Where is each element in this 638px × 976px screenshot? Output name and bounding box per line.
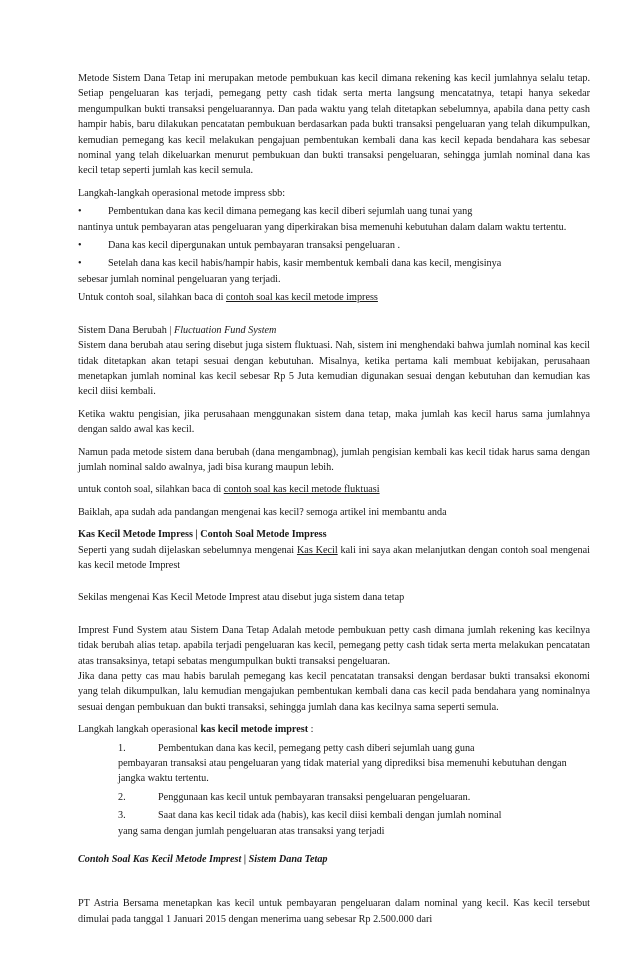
bullet-mark: • (78, 206, 82, 218)
imprest-paragraph-2: Jika dana petty cas mau habis barulah pemegang kas kecil pencatatan transaksi dengan berdasar bukti transaksi ekonomi yang telah dikumpulkan, lalu kemudian mengajukan pembentukan kembali dana cas kecil pada bendahara yang nominalnya sesuai dengan pembukuan dan bukti transaksi, sehingga jumlah dana kas kecilnya sama seperti semula. (78, 671, 590, 713)
imprest-steps-bold: kas kecil metode imprest (200, 724, 309, 736)
final-paragraph: PT Astria Bersama menetapkan kas kecil untuk pembayaran pengeluaran dalam nominal yang kecil. Kas kecil tersebut dimulai pada tanggal 1 Januari 2015 dengan menerima uang sebesar Rp 2.500.000 dari (78, 898, 590, 925)
bullet-item (78, 256, 590, 287)
bullet-text: Pembentukan dana kas kecil dimana pemegang kas kecil diberi sejumlah uang tunai yang (108, 206, 473, 218)
item-number: 3. (118, 810, 126, 822)
item-text: Saat dana kas kecil tidak ada (habis), kas kecil diisi kembali dengan jumlah nominal (158, 810, 502, 822)
section-intro-prefix: Seperti yang sudah dijelaskan sebelumnya mengenai (78, 544, 297, 556)
bullet-continuation: sebesar jumlah nominal pengeluaran yang terjadi. (78, 273, 281, 285)
section-intro (78, 543, 590, 574)
bullet-item (78, 204, 590, 235)
bullet-text: Dana kas kecil dipergunakan untuk pembayaran transaksi pengeluaran . (108, 240, 401, 252)
fluctuation-paragraph-2: Ketika waktu pengisian, jika perusahaan menggunakan sistem dana tetap, maka jumlah kas kecil harus sama jumlahnya dengan saldo awal kas kecil. (78, 408, 590, 436)
closing-paragraph: Baiklah, apa sudah ada pandangan mengenai kas kecil? semoga artikel ini membantu anda (78, 506, 447, 518)
fluctuation-title: Sistem Dana Berubah | (78, 324, 174, 336)
numbered-item (118, 790, 590, 805)
fluctuation-title-italic: Fluctuation Fund System (173, 324, 277, 336)
section-summary: Sekilas mengenai Kas Kecil Metode Imprest atau disebut juga sistem dana tetap (78, 592, 405, 604)
bullet-continuation: nantinya untuk pembayaran atas pengeluaran yang diperkirakan bisa memenuhi kebutuhan dalam dalam waktu tertentu. (78, 221, 567, 233)
steps-heading: Langkah-langkah operasional metode impress sbb: (78, 187, 286, 199)
imprest-steps-suffix: : (308, 724, 314, 736)
numbered-item (118, 808, 590, 839)
numbered-item (118, 741, 590, 787)
item-number: 1. (118, 742, 126, 754)
section-intro-suffix: kali ini saya akan melanjutkan dengan contoh soal mengenai kas kecil metode Imprest (78, 544, 590, 571)
item-text: Penggunaan kas kecil untuk pembayaran transaksi pengeluaran pengeluaran. (158, 791, 471, 803)
item-text: Pembentukan dana kas kecil, pemegang petty cash diberi sejumlah uang guna (158, 742, 475, 754)
item-continuation: yang sama dengan jumlah pengeluaran atas transaksi yang terjadi (118, 825, 385, 837)
item-number: 2. (118, 791, 126, 803)
reference-prefix: Untuk contoh soal, silahkan baca di (78, 292, 226, 304)
item-continuation: pembayaran transaksi atau pengeluaran yang tidak material yang diprediksi bisa memenuhi kebutuhan dengan jangka waktu tertentu. (118, 758, 567, 785)
section-title: Kas Kecil Metode Impress | Contoh Soal Metode Impress (78, 529, 327, 541)
impress-example-link[interactable]: contoh soal kas kecil metode impress (225, 292, 378, 304)
bullet-mark: • (78, 240, 82, 252)
bullet-mark: • (78, 258, 82, 270)
fluctuation-paragraph-3: Namun pada metode sistem dana berubah (dana mengambnag), jumlah pengisian kembali kas kecil tidak harus sama dengan jumlah nominal saldo awalnya, jadi bisa kurang maupun lebih. (78, 446, 590, 473)
example-title: Contoh Soal Kas Kecil Metode Imprest | Sistem Dana Tetap (78, 854, 328, 866)
imprest-paragraph-1: Imprest Fund System atau Sistem Dana Tetap Adalah metode pembukuan petty cash dimana jumlah rekening kas kecilnya tidak berubah alias tetap. apabila terjadi pengeluaran kas kecil, pemegang petty cash tidak serta merta melakukan pencatatan atas transaksinya, tetapi sebatas mengumpulkan bukti transaksi pengeluaran. (78, 624, 590, 667)
fluctuation-section (78, 323, 590, 338)
fluctuation-reference (78, 482, 590, 497)
kas-kecil-link[interactable]: Kas Kecil (296, 544, 338, 556)
bullet-item (78, 238, 590, 253)
impress-reference (78, 290, 590, 305)
fluctuation-example-link[interactable]: contoh soal kas kecil metode fluktuasi (223, 484, 380, 496)
fluctuation-body: Sistem dana berubah atau sering disebut juga sistem fluktuasi. Nah, sistem ini menghendaki bahwa jumlah nominal kas kecil tidak ditetapkan akan tetapi sesuai dengan kebutuhan. Misalnya, ketika pertama kali membuat kebijakan, perusahaan menetapkan jumlah nominal kas kecil sebesar Rp 5 Juta kemudian digunakan sesuai dengan kebutuhan dan kemudian kas kecil diisi kembali. (78, 340, 590, 398)
reference-prefix: untuk contoh soal, silahkan baca di (78, 484, 224, 496)
intro-paragraph: Metode Sistem Dana Tetap ini merupakan metode pembukuan kas kecil dimana rekening kas kecil jumlahnya selalu tetap. Setiap pengeluaran kas terjadi, pemegang petty cash tidak serta merta langsung mencatatnya, tetapi hanya sekedar mengumpulkan bukti transaksi pengeluarannya. Dan pada waktu yang telah ditetapkan sebelumnya, apabila dana petty cash hampir habis, baru dilakukan pencatatan pembukuan berdasarkan pada bukti transaksi pengeluaran yang telah dikumpulkan, kemudian pemegang kas kecil melakukan pengajuan pembentukan kembali dana kas kecil kepada bendahara kas sebesar nominal yang telah dikeluarkan menurut pembukuan dan bukti transaksi pengeluaran, sehingga jumlah nominal dana kas kecil tetap seperti jumlah kas kecil semula. (78, 73, 590, 177)
bullet-text: Setelah dana kas kecil habis/hampir habis, kasir membentuk kembali dana kas kecil, mengisinya (108, 258, 502, 270)
imprest-steps-heading (78, 722, 590, 737)
imprest-steps-prefix: Langkah langkah operasional (78, 724, 201, 736)
